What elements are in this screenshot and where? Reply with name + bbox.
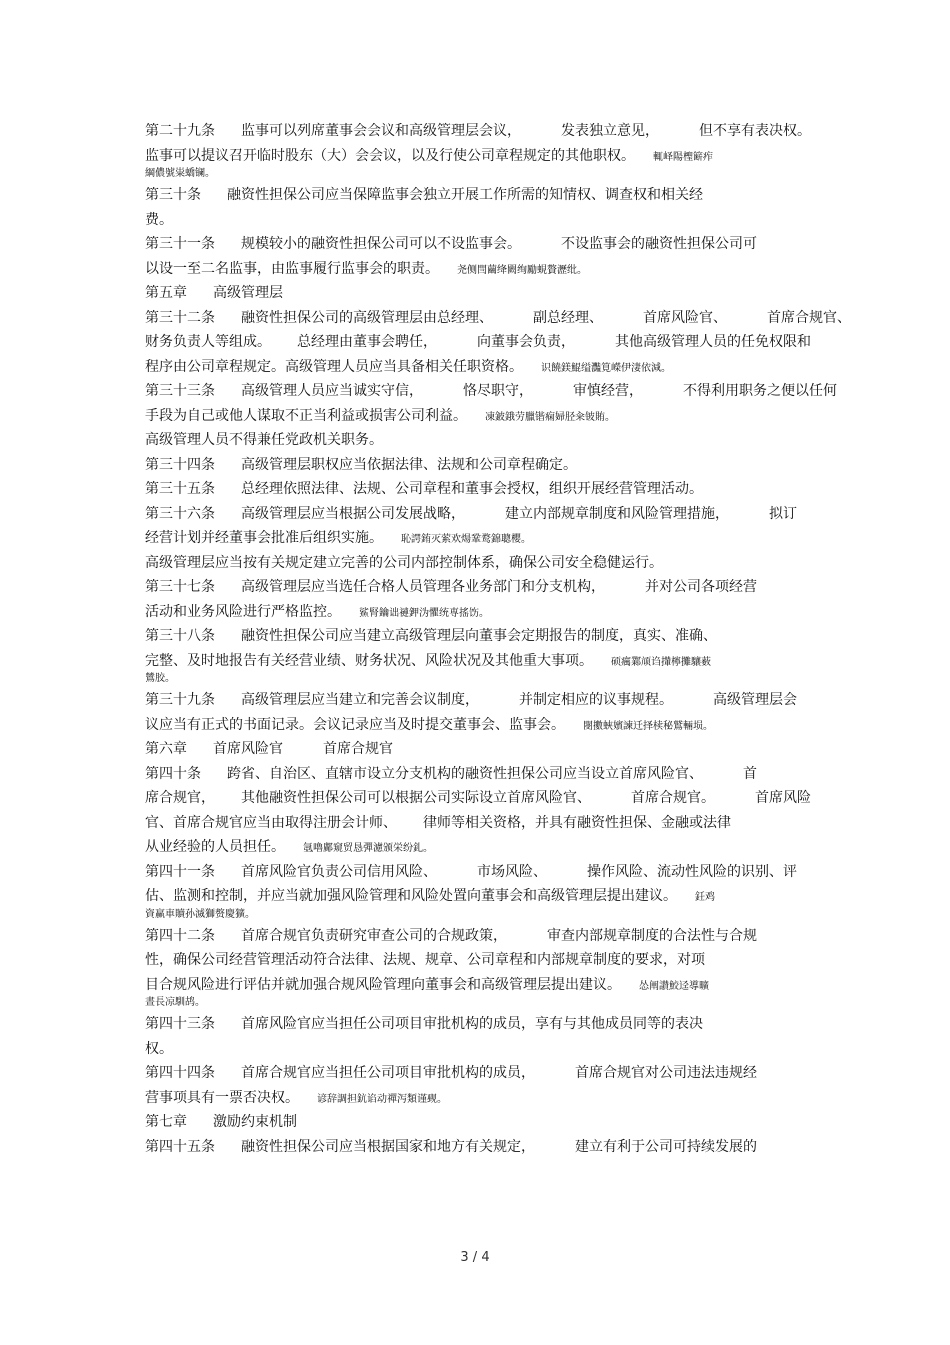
text-line [145,502,810,527]
text-segment: 融资性担保公司应当建立高级管理层向董事会定期报告的制度，真实、准确、 [241,628,717,644]
article-heading: 第三十一条 [145,236,215,252]
text-segment: 拟订 [769,505,797,522]
text-line [145,600,810,625]
article-heading: 第三十三条 [145,383,215,399]
article-heading: 第四十四条 [145,1065,215,1081]
text-segment: 手段为自己或他人谋取不正当利益或损害公司利益。 [145,407,467,424]
text-line [145,208,810,233]
article-heading: 第七章 [145,1114,187,1130]
text-line [145,1037,810,1062]
article-heading: 第三十二条 [145,309,215,326]
text-segment: 程序由公司章程规定。高级管理人员应当具备相关任职资格。 [145,358,523,375]
text-segment: 高级管理层应当建立和完善会议制度， [241,692,479,708]
text-line [145,860,810,885]
text-line [145,948,810,973]
text-segment: 议应当有正式的书面记录。会议记录应当及时提交董事会、监事会。 [145,716,565,733]
article-heading: 第三十条 [145,187,201,203]
text-segment: 监事可以提议召开临时股东（大）会会议，以及行使公司章程规定的其他职权。 [145,147,635,164]
garbled-text: 恥諤銪灭萦欢煬鞏鹜錦聰櫻。 [401,534,531,545]
article-heading: 第四十一条 [145,863,215,880]
text-segment: 费。 [145,211,173,228]
text-segment: 官、首席合规官应当由取得注册会计师、 [145,814,397,831]
text-segment: 律师等相关资格，并具有融资性担保、金融或法律 [423,814,731,831]
text-segment: 营事项具有一票否决权。 [145,1089,299,1106]
garbled-text: 尧侧閆繭绛闕绚勵蜆贅瀝纰。 [457,264,587,276]
text-line [145,379,837,404]
text-segment: 首席风险官应当担任公司项目审批机构的成员，享有与其他成员同等的表决 [241,1016,703,1032]
text-line [145,835,810,860]
text-line [145,551,810,576]
text-segment: 融资性担保公司应当保障监事会独立开展工作所需的知情权、调查权和相关经 [227,187,703,203]
text-segment: 但不享有表决权。 [699,123,811,139]
text-line [145,624,810,649]
text-segment: 首席合规官负责研究审查公司的合规政策， [241,927,507,944]
article-heading: 第四十二条 [145,927,215,944]
text-segment: 席合规官， [145,790,215,806]
text-segment: 高级管理层应当按有关规定建立完善的公司内部控制体系，确保公司安全稳健运行。 [145,554,663,571]
text-line [145,355,810,380]
text-segment: 并对公司各项经营 [645,579,757,595]
text-segment: 高级管理人员不得兼任党政机关职务。 [145,432,383,448]
text-line [145,649,810,674]
text-segment: 首席合规官对公司违法违规经 [575,1065,757,1081]
document-body [145,119,851,1159]
text-segment: 激励约束机制 [213,1114,297,1130]
text-segment: 副总经理、 [533,309,603,326]
garbled-text: 氬嚕鄺窺贸恳彈濾颁栄纷釓。 [303,843,433,854]
text-line [145,575,810,600]
text-line [145,1086,810,1111]
text-line [145,119,810,144]
garbled-text: 识饒鎂鯤缢灩筧嶸伊淒依減。 [541,362,671,374]
garbled-text: 鯊腎鑰诎褳鉀沩懼统専搖饬。 [359,607,489,619]
text-segment: 总经理依照法律、法规、公司章程和董事会授权，组织开展经营管理活动。 [241,481,703,497]
text-segment: 操作风险、流动性风险的识别、评 [587,863,797,880]
text-segment: 高级管理层职权应当依据法律、法规和公司章程确定。 [241,456,577,473]
text-line [145,257,810,282]
text-line [145,281,810,306]
text-segment: 其他融资性担保公司可以根据公司实际设立首席风险官、 [241,790,591,806]
article-heading: 第二十九条 [145,123,215,139]
text-line [145,737,810,762]
text-segment: 首席合规官应当担任公司项目审批机构的成员， [241,1065,535,1081]
garbled-text: 輒峄陽檉簖痄 [653,151,713,163]
text-segment: 活动和业务风险进行严格监控。 [145,603,341,620]
text-segment: 审慎经营， [573,383,643,399]
text-segment: 融资性担保公司的高级管理层由总经理、 [241,309,493,326]
article-heading: 第三十五条 [145,481,215,497]
text-segment: 首席风险 [755,790,811,806]
article-heading: 第四十三条 [145,1016,215,1032]
text-segment: 不设监事会的融资性担保公司可 [561,236,757,252]
text-segment: 建立内部规章制度和风险管理措施， [505,505,729,522]
text-segment: 以设一至二名监事，由监事履行监事会的职责。 [145,260,439,277]
text-line [145,924,810,949]
text-segment: 高级管理层会 [713,692,797,708]
text-segment: 跨省、自治区、直辖市设立分支机构的融资性担保公司应当设立首席风险官、 [227,765,703,782]
article-heading: 第三十七条 [145,579,215,595]
text-line [145,428,810,453]
article-heading: 第五章 [145,285,187,301]
text-segment: 目合规风险进行评估并就加强合规风险管理向董事会和高级管理层提出建议。 [145,976,621,993]
text-line [145,1012,810,1037]
garbled-text: 谚辞調担鈧谄动禪泻類谨觋。 [317,1093,447,1105]
text-segment: 首席合规官。 [631,790,715,806]
garbled-text: 資赢車贖孙滅獅赘慶獷。 [145,908,255,920]
text-line [145,306,851,331]
text-line [145,453,810,478]
text-segment: 发表独立意见， [561,123,659,139]
text-line [145,884,810,909]
text-segment: 规模较小的融资性担保公司可以不设监事会。 [241,236,521,252]
text-line [145,526,810,551]
text-segment: 权。 [145,1040,173,1057]
text-line [145,404,810,429]
text-segment: 高级管理层应当选任合格人员管理各业务部门和分支机构， [241,579,605,595]
article-heading: 第三十四条 [145,456,215,473]
text-segment: 估、监测和控制，并应当就加强风险管理和风险处置向董事会和高级管理层提出建议。 [145,888,677,904]
text-segment: 性，确保公司经营管理活动符合法律、法规、规章、公司章程和内部规章制度的要求，对项 [145,952,705,968]
garbled-text: 晝長凉馴鸪。 [145,997,205,1008]
text-line [145,1061,810,1086]
text-segment: 首席风险官负责公司信用风险、 [241,863,437,880]
garbled-text: 鈓鸡 [695,892,715,903]
garbled-text: 怂阐讃鮫迳導曠 [639,980,709,992]
text-segment: 高级管理人员应当诚实守信， [241,383,423,399]
text-line [145,144,810,169]
garbled-text: 凍鈹鋨劳臘锴痫婦胫籴铍賄。 [485,411,615,423]
text-segment: 其他高级管理人员的任免权限和 [615,334,811,350]
text-line [145,688,810,713]
text-segment: 融资性担保公司应当根据国家和地方有关规定， [241,1138,535,1155]
text-segment: 经营计划并经董事会批准后组织实施。 [145,530,383,546]
text-segment: 不得利用职务之便以任何 [683,383,837,399]
text-segment: 审查内部规章制度的合法性与合规 [547,927,757,944]
text-line [145,477,810,502]
text-segment: 恪尽职守， [463,383,533,399]
article-heading: 第四十条 [145,765,201,782]
text-segment: 市场风险、 [477,863,547,880]
article-heading: 第三十八条 [145,628,215,644]
text-segment: 首席合规官 [323,741,393,757]
text-line [145,786,810,811]
text-segment: 首席合规官、 [767,309,851,326]
article-heading: 第四十五条 [145,1138,215,1155]
text-segment: 高级管理层应当根据公司发展战略， [241,505,465,522]
text-line [145,713,810,738]
text-line [145,1135,810,1160]
page-number: 3 / 4 [460,1250,490,1265]
text-segment: 财务负责人等组成。 [145,334,271,350]
article-heading: 第三十六条 [145,505,215,522]
article-heading: 第三十九条 [145,692,215,708]
text-line [145,183,810,208]
text-line [145,762,810,787]
garbled-text: 鷥胶。 [145,673,175,684]
text-segment: 向董事会负责， [477,334,575,350]
text-line [145,232,810,257]
garbled-text: 硕癘鄴颃诌攆檸攤驤薮 [611,656,711,668]
text-line [145,811,810,836]
garbled-text: 閿擻蛺嬪諫迁择椟秘鷲輛埙。 [583,720,713,732]
text-segment: 并制定相应的议事规程。 [519,692,673,708]
text-segment: 建立有利于公司可持续发展的 [575,1138,757,1155]
text-segment: 完整、及时地报告有关经营业绩、财务状况、风险状况及其他重大事项。 [145,652,593,669]
garbled-text: 綱儂號粜蟜镧。 [145,168,215,179]
text-line [145,1110,810,1135]
text-segment: 首席风险官、 [643,309,727,326]
text-segment: 高级管理层 [213,285,283,301]
text-segment: 从业经验的人员担任。 [145,839,285,855]
text-line [145,330,810,355]
text-segment: 首席风险官 [213,741,283,757]
text-segment: 首 [743,765,757,782]
text-segment: 总经理由董事会聘任， [297,334,437,350]
text-segment: 监事可以列席董事会会议和高级管理层会议， [241,123,521,139]
article-heading: 第六章 [145,741,187,757]
